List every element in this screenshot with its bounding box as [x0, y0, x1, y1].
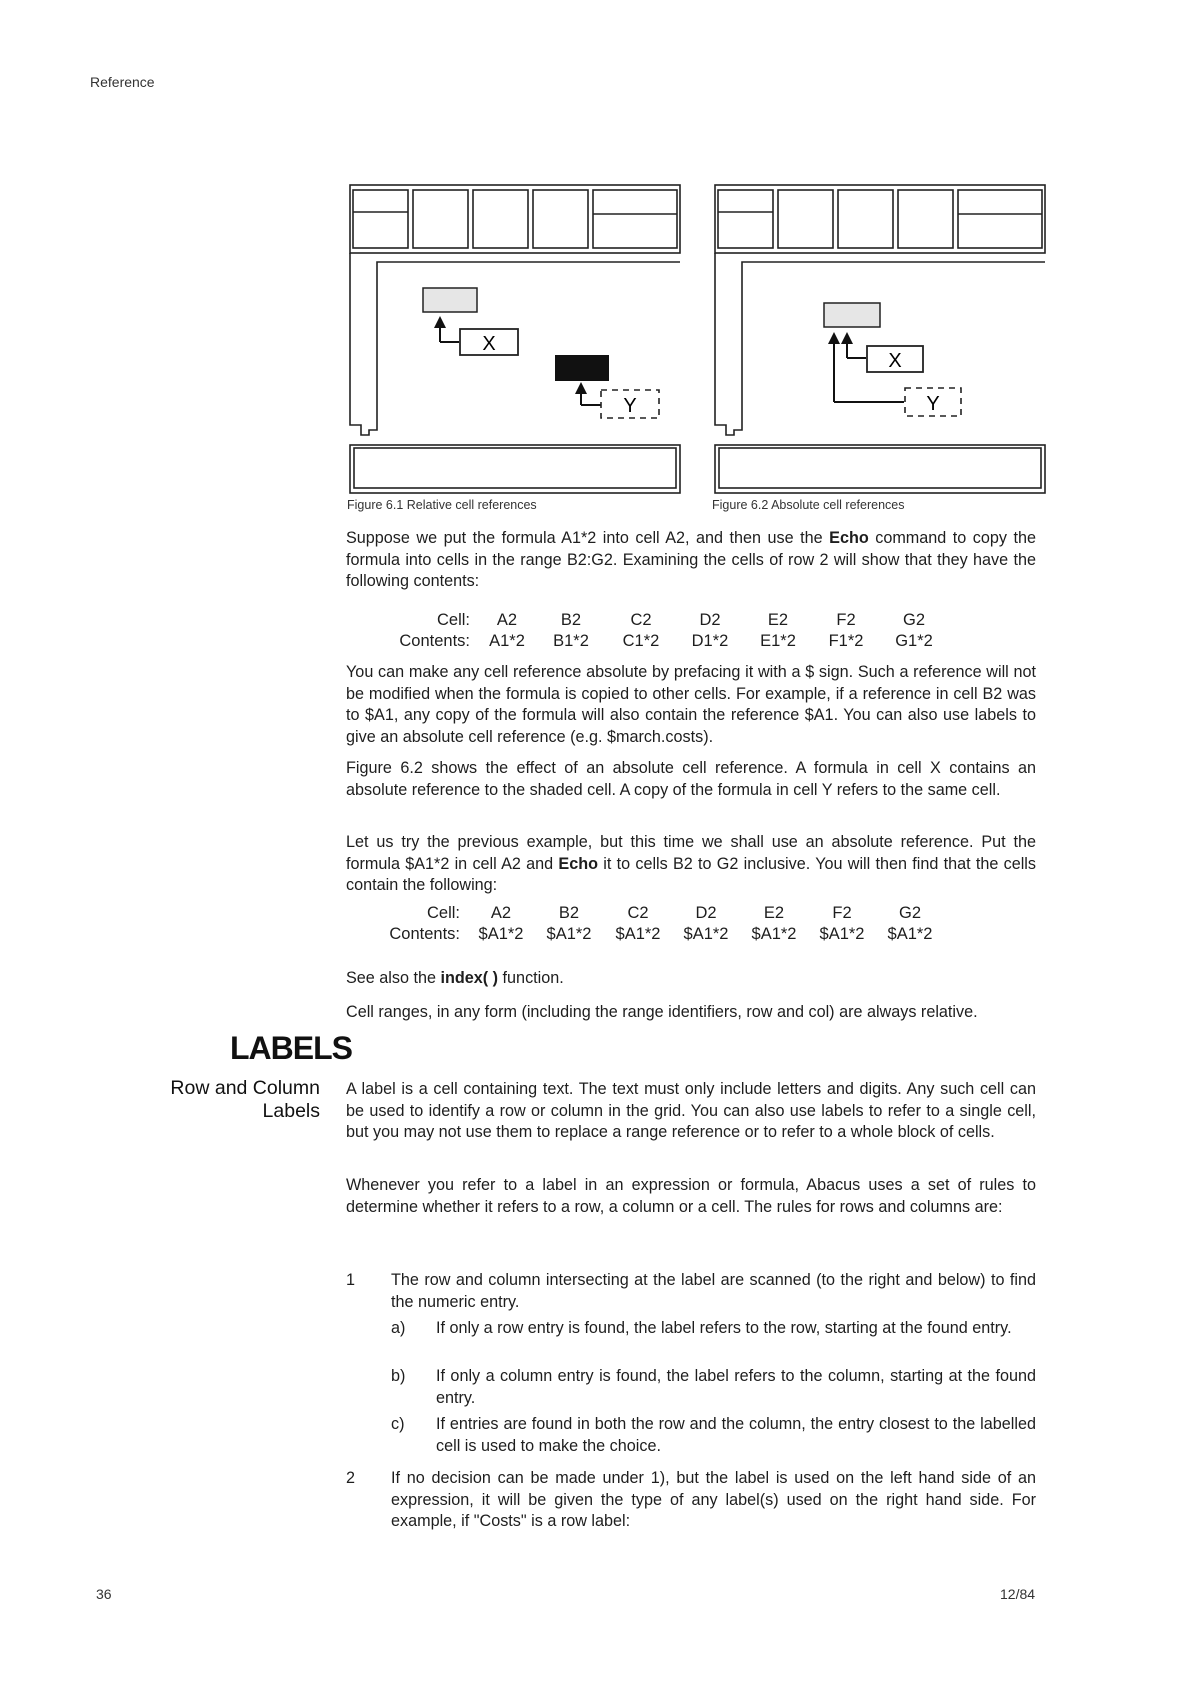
subheading-row-column-labels: Row and Column Labels	[170, 1077, 320, 1122]
rule-1-text: The row and column intersecting at the label are scanned (to the right and below) to find the numeric entry.	[391, 1271, 1036, 1311]
fig2-col-cell	[718, 190, 773, 248]
table-row: Cell: A2 B2 C2 D2 E2 F2 G2	[436, 611, 925, 629]
index-function-link: index( )	[440, 969, 499, 987]
fig2-top-strip	[715, 185, 1045, 253]
fig2-col-cell	[778, 190, 833, 248]
fig1-col-cell	[593, 190, 677, 248]
paragraph-absolute-reference: You can make any cell reference absolute by prefacing it with a $ sign. Such a reference will not be modified when the formula is copied to other cells. For example, if a reference in cell B2 was to $A1, any copy of the formula will also contain the reference $A1. You can also use labels to give an absolute cell reference (e.g. $march.costs).	[346, 663, 1036, 746]
paragraph-see-also: See also the index( ) function.	[346, 969, 564, 987]
fig1-label-x: X	[482, 333, 496, 355]
fig2-shaded-cell	[824, 303, 880, 327]
section-heading-labels: LABELS	[230, 1030, 352, 1066]
fig1-col-cell	[473, 190, 528, 248]
page-number: 36	[96, 1586, 112, 1602]
fig1-col-cell	[533, 190, 588, 248]
fig2-window-frame	[715, 253, 1045, 435]
sub-rule-b-text: If only a column entry is found, the label refers to the column, starting at the found entry.	[436, 1367, 1036, 1407]
fig2-col-cell	[898, 190, 953, 248]
rule-2-text: If no decision can be made under 1), but the label is used on the left hand side of an expression, it will be given the type of any label(s) used on the right hand side. For example, if "Costs" is a row label:	[391, 1469, 1036, 1530]
fig2-bottom-bar	[715, 445, 1045, 493]
paragraph-echo-intro: Suppose we put the formula A1*2 into cell A2, and then use the Echo command to copy the formula into cells in the range B2:G2. Examining the cells of row 2 will show that they have the following contents:	[346, 529, 1036, 590]
paragraph-absolute-example: Let us try the previous example, but this time we shall use an absolute reference. Put the formula $A1*2 in cell A2 and Echo it to cells B2 to G2 inclusive. You will then find that the cells contain the following:	[346, 833, 1037, 894]
sub-rule-number: a)	[391, 1319, 406, 1337]
fig2-col-cell	[958, 190, 1042, 248]
paragraph-figure-6-2: Figure 6.2 shows the effect of an absolute cell reference. A formula in cell X contains an absolute reference to the shaded cell. A copy of the formula in cell Y refers to the same cell.	[346, 759, 1036, 799]
table-row: Contents: A1*2 B1*2 C1*2 D1*2 E1*2 F1*2 G1*2	[399, 632, 933, 650]
date-code: 12/84	[1000, 1586, 1036, 1602]
figure-absolute-references	[712, 180, 1048, 500]
fig2-col-cell	[838, 190, 893, 248]
figure-2-caption: Figure 6.2 Absolute cell references	[712, 498, 905, 512]
fig2-label-x: X	[888, 350, 902, 372]
rule-number: 2	[346, 1469, 356, 1487]
fig1-label-y: Y	[623, 395, 637, 417]
fig1-bottom-bar	[350, 445, 680, 493]
table-row: Cell: A2 B2 C2 D2 E2 F2 G2	[426, 904, 921, 922]
figure-1-drawing	[347, 180, 683, 500]
fig1-shaded-cell	[423, 288, 477, 312]
table-row: Contents: $A1*2 $A1*2 $A1*2 $A1*2 $A1*2 $A1*2 $A1*2	[389, 925, 933, 943]
figure-1-caption: Figure 6.1 Relative cell references	[347, 498, 537, 512]
fig1-black-cell	[555, 355, 609, 381]
relative-contents-table	[378, 610, 948, 652]
fig1-col-cell	[413, 190, 468, 248]
sub-rule-a-text: If only a row entry is found, the label refers to the row, starting at the found entry.	[436, 1319, 1012, 1337]
sub-rule-number: c)	[391, 1415, 405, 1433]
paragraph-label-rules: Whenever you refer to a label in an expression or formula, Abacus uses a set of rules to determine whether it refers to a row, a column or a cell. The rules for rows and columns are:	[346, 1176, 1036, 1216]
fig1-col-cell	[353, 190, 408, 248]
absolute-contents-table	[378, 903, 944, 945]
echo-command: Echo	[829, 529, 869, 547]
fig1-top-strip	[350, 185, 680, 253]
paragraph-label-definition: A label is a cell containing text. The text must only include letters and digits. Any such cell can be used to identify a row or column in the grid. You can also use labels to refer to a single cell, but you may not use them to replace a range reference or to refer to a whole block of cells.	[346, 1080, 1036, 1141]
running-header: Reference	[90, 74, 155, 90]
figure-2-drawing	[712, 180, 1048, 500]
fig2-label-y: Y	[926, 393, 940, 415]
figure-relative-references	[347, 180, 683, 500]
sub-rule-number: b)	[391, 1367, 406, 1385]
paragraph-cell-ranges: Cell ranges, in any form (including the range identifiers, row and col) are always relative.	[346, 1003, 978, 1021]
echo-command: Echo	[558, 854, 598, 873]
sub-rule-c-text: If entries are found in both the row and the column, the entry closest to the labelled cell is used to make the choice.	[436, 1415, 1036, 1455]
rule-number: 1	[346, 1271, 356, 1289]
